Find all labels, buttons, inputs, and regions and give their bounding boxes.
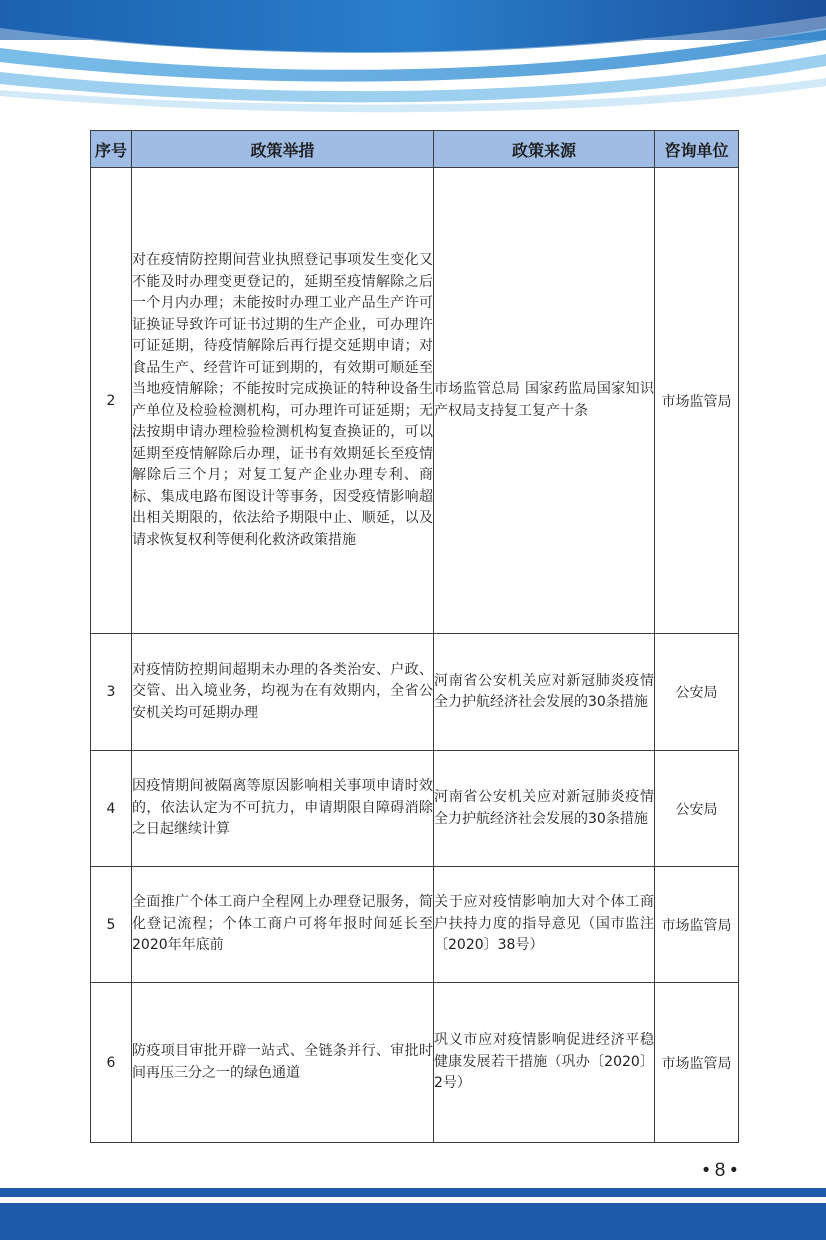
row-unit: 市场监管局 bbox=[655, 983, 739, 1143]
row-num: 5 bbox=[91, 867, 132, 983]
row-measure: 对在疫情防控期间营业执照登记事项发生变化又不能及时办理变更登记的，延期至疫情解除之后一个月内办理；未能按时办理工业产品生产许可证换证导致许可证书过期的生产企业，可办理许可证延期，待疫情解除后再行提交延期申请；对食品生产、经营许可证到期的，有效期可顺延至当地疫情解除；不能按时完成换证的特种设备生产单位及检验检测机构，可办理许可证延期；无法按期申请办理检验检测机构复查换证的，可以延期至疫情解除后办理，证书有效期延长至疫情解除后三个月；对复工复产企业办理专利、商标、集成电路布图设计等事务，因受疫情影响超出相关期限的，依法给予期限中止、顺延，以及请求恢复权利等便利化救济政策措施 bbox=[132, 168, 434, 634]
row-source: 巩义市应对疫情影响促进经济平稳健康发展若干措施（巩办〔2020〕2号） bbox=[434, 983, 655, 1143]
row-source: 河南省公安机关应对新冠肺炎疫情全力护航经济社会发展的30条措施 bbox=[434, 634, 655, 751]
row-unit: 市场监管局 bbox=[655, 168, 739, 634]
header-measure: 政策举措 bbox=[132, 131, 434, 168]
page-number: • 8 • bbox=[702, 1160, 738, 1181]
row-source: 河南省公安机关应对新冠肺炎疫情全力护航经济社会发展的30条措施 bbox=[434, 751, 655, 867]
row-measure: 防疫项目审批开辟一站式、全链条并行、审批时间再压三分之一的绿色通道 bbox=[132, 983, 434, 1143]
row-measure: 对疫情防控期间超期未办理的各类治安、户政、交管、出入境业务，均视为在有效期内，全省公安机关均可延期办理 bbox=[132, 634, 434, 751]
row-num: 6 bbox=[91, 983, 132, 1143]
header-num: 序号 bbox=[91, 131, 132, 168]
row-unit: 公安局 bbox=[655, 751, 739, 867]
row-unit: 市场监管局 bbox=[655, 867, 739, 983]
table-row bbox=[91, 983, 739, 1143]
table-header-row bbox=[91, 131, 739, 168]
row-num: 4 bbox=[91, 751, 132, 867]
header-source: 政策来源 bbox=[434, 131, 655, 168]
table-row bbox=[91, 867, 739, 983]
row-unit: 公安局 bbox=[655, 634, 739, 751]
row-measure: 因疫情期间被隔离等原因影响相关事项申请时效的，依法认定为不可抗力，申请期限自障碍消除之日起继续计算 bbox=[132, 751, 434, 867]
row-num: 2 bbox=[91, 168, 132, 634]
row-source: 关于应对疫情影响加大对个体工商户扶持力度的指导意见（国市监注〔2020〕38号） bbox=[434, 867, 655, 983]
policy-table bbox=[90, 130, 739, 1143]
table-row bbox=[91, 168, 739, 634]
row-num: 3 bbox=[91, 634, 132, 751]
header-unit: 咨询单位 bbox=[655, 131, 739, 168]
header-wave-banner bbox=[0, 0, 826, 120]
footer-stripe-banner bbox=[0, 1188, 826, 1240]
row-source: 市场监管总局 国家药监局国家知识产权局支持复工复产十条 bbox=[434, 168, 655, 634]
table-row bbox=[91, 634, 739, 751]
table-row bbox=[91, 751, 739, 867]
row-measure: 全面推广个体工商户全程网上办理登记服务，简化登记流程；个体工商户可将年报时间延长至2020年年底前 bbox=[132, 867, 434, 983]
